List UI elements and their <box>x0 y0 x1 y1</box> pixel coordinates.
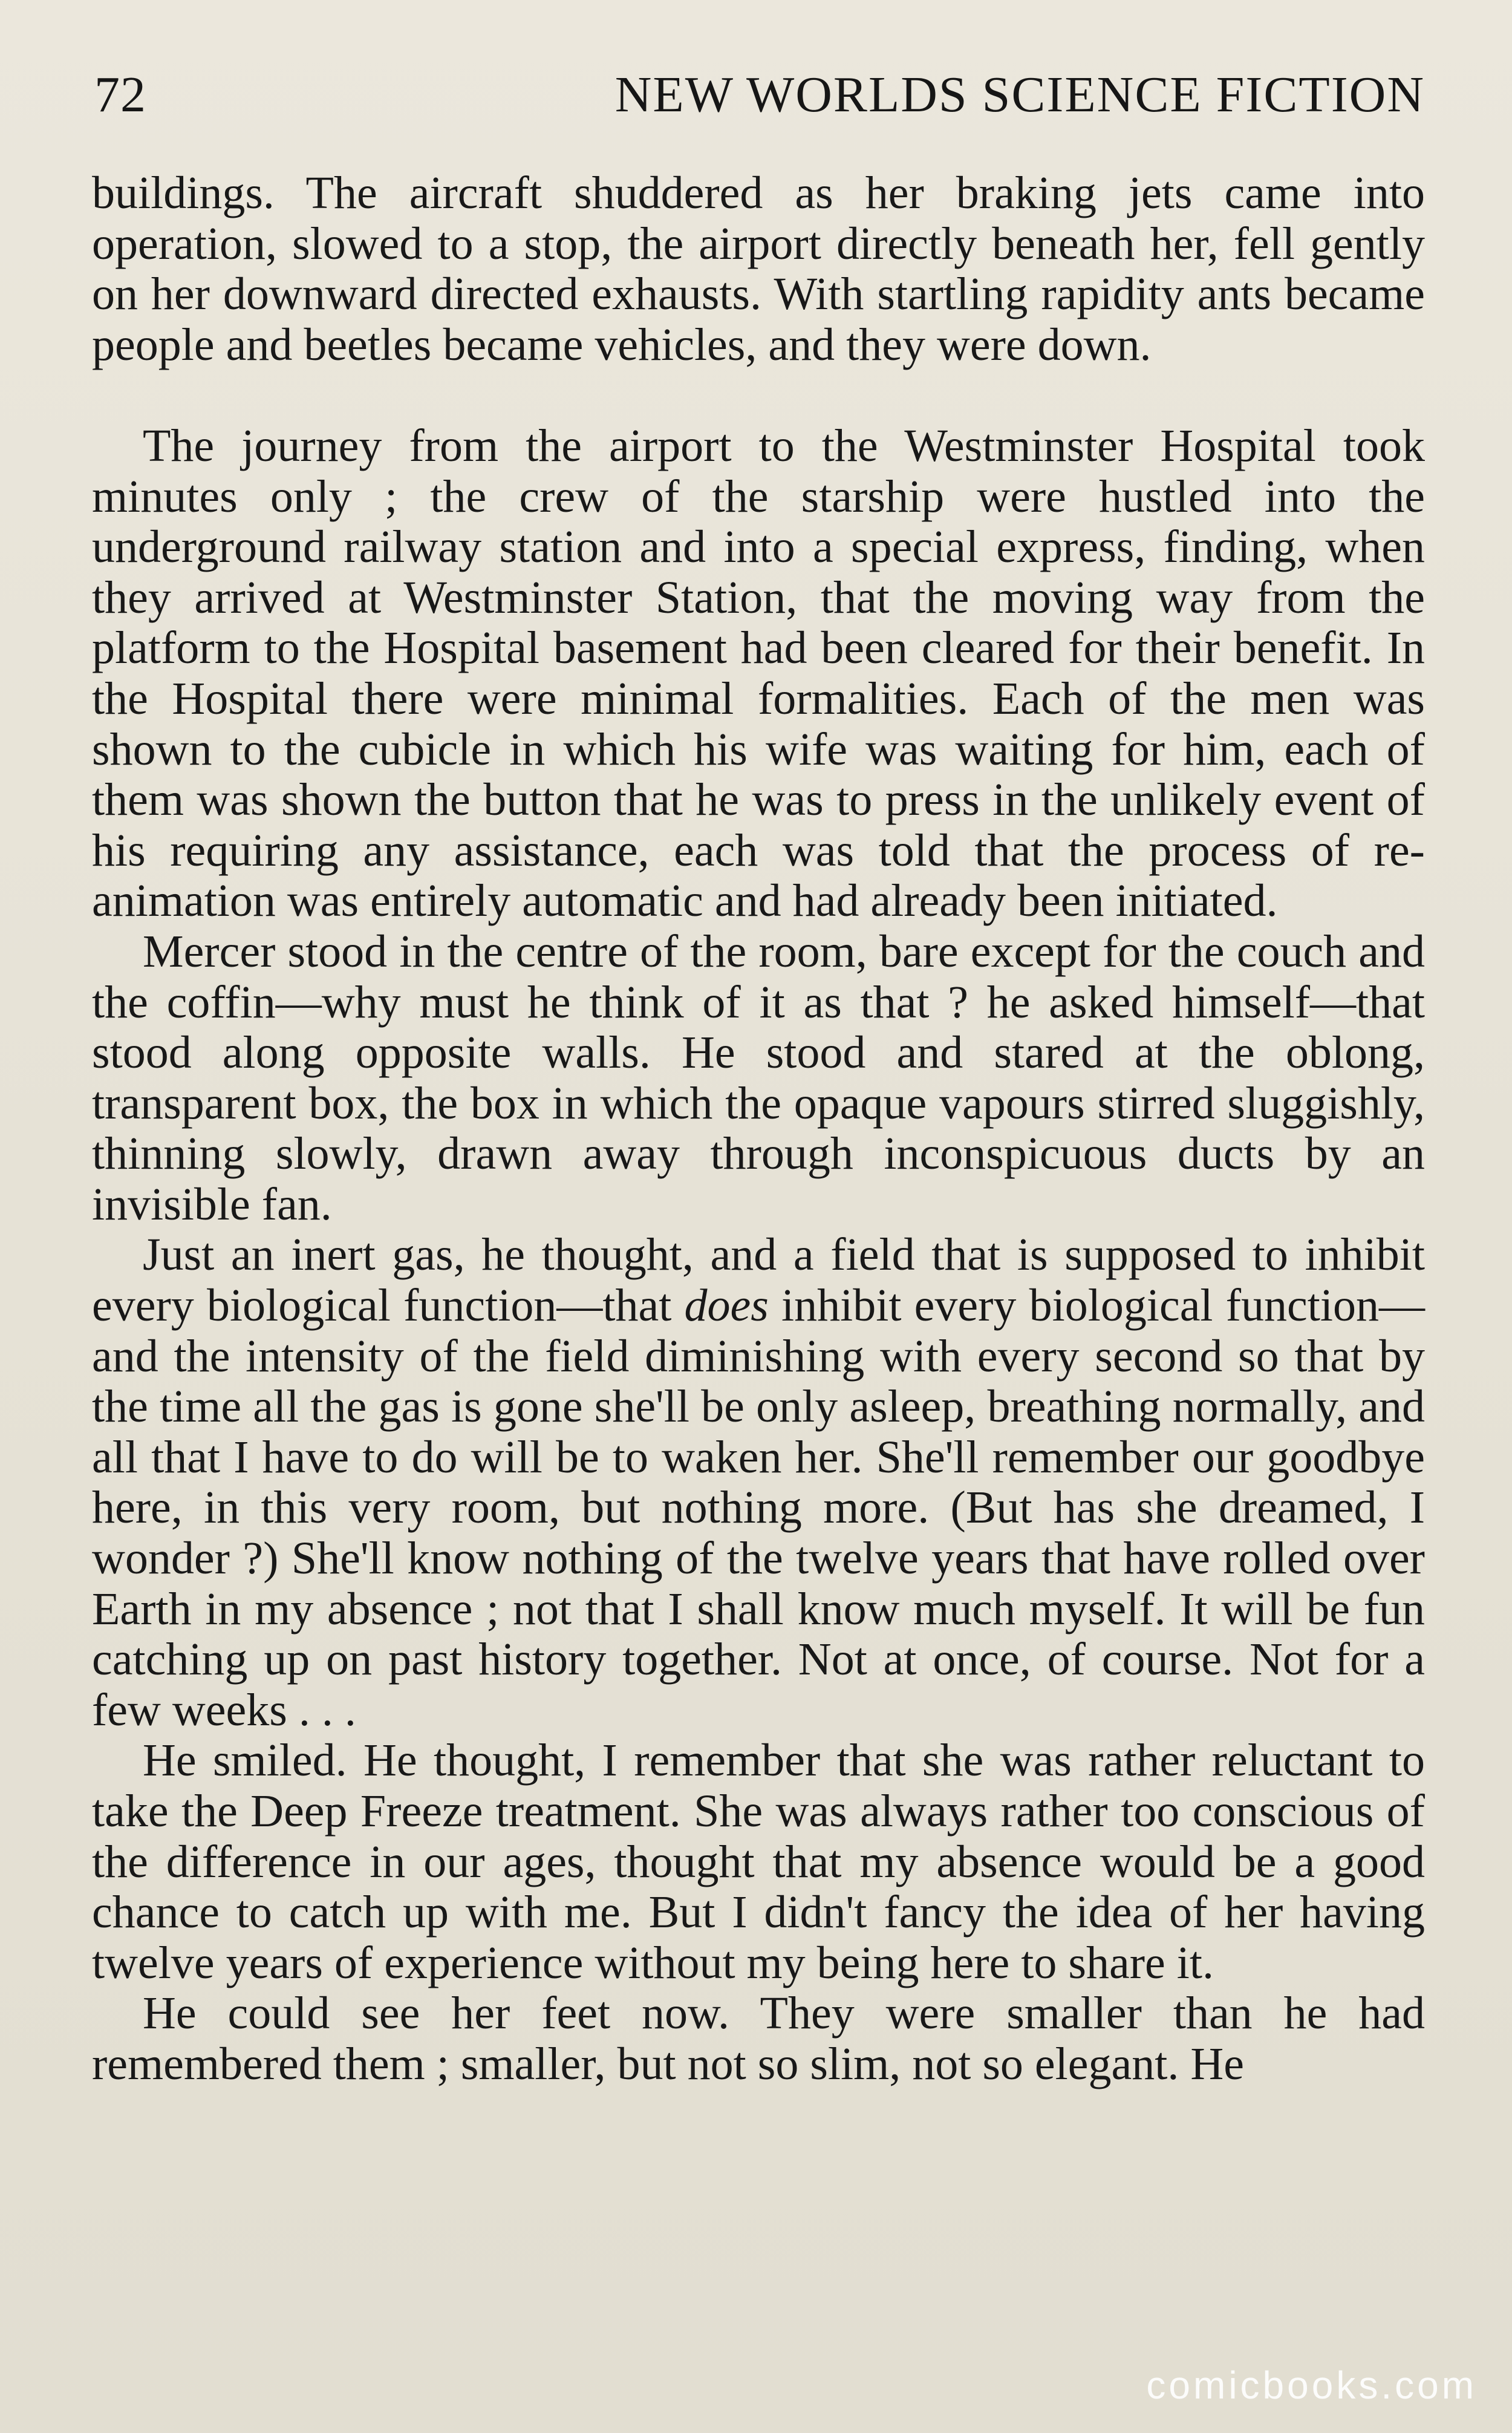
story-text <box>92 168 1425 2090</box>
page-header <box>94 65 1425 126</box>
running-title: NEW WORLDS SCIENCE FICTION <box>614 67 1425 123</box>
page-number: 72 <box>94 67 146 123</box>
paragraph-6: He could see her feet now. They were smaller than he had remembered them ; smaller, but not so slim, not so elegant. He <box>92 1988 1425 2089</box>
watermark: comicbooks.com <box>1146 2363 1477 2407</box>
paragraph-4-text-after-italic: inhibit every biological function—and the intensity of the field diminishing with every second so that by the time all the gas is gone she'll be only asleep, breathing normally, and all that I have to do will be to waken her. She'll remember our goodbye here, in this very room, but nothing more. (But has she dreamed, I wonder ?) She'll know nothing of the twelve years that have rolled over Earth in my absence ; not that I shall know much myself. It will be fun catching up on past history together. Not at once, of course. Not for a few weeks . . . <box>92 1280 1425 1736</box>
paragraph-5: He smiled. He thought, I remember that she was rather reluctant to take the Deep Freeze treatment. She was always rather too conscious of the difference in our ages, thought that my absence would be a good chance to catch up with me. But I didn't fancy the idea of her having twelve years of experience without my being here to share it. <box>92 1735 1425 1988</box>
paragraph-2: The journey from the airport to the Westminster Hospital took minutes only ; the crew of the starship were hustled into the underground railway station and into a special express, finding, when they arrived at Westminster Station, that the moving way from the platform to the Hospital basement had been cleared for their benefit. In the Hospital there were minimal formalities. Each of the men was shown to the cubicle in which his wife was waiting for him, each of them was shown the button that he was to press in the unlikely event of his requiring any assistance, each was told that the process of re-animation was entirely automatic and had already been initiated. <box>92 420 1425 927</box>
paragraph-4-text-before-italic: Just an inert gas, he thought, and a field that is supposed to inhibit every biological function—that <box>92 1229 1425 1331</box>
italic-emphasis-does: does <box>684 1280 769 1331</box>
paragraph-3: Mercer stood in the centre of the room, bare except for the couch and the coffin—why must he think of it as that ? he asked himself—that stood along opposite walls. He stood and stared at the oblong, transparent box, the box in which the opaque vapours stirred sluggishly, thinning slowly, drawn away through inconspicuous ducts by an invisible fan. <box>92 926 1425 1230</box>
paragraph-4 <box>92 1230 1425 1736</box>
paragraph-1: buildings. The aircraft shuddered as her braking jets came into operation, slowed to a stop, the airport directly beneath her, fell gently on her downward directed exhausts. With startling rapidity ants became people and beetles became vehicles, and they were down. <box>92 168 1425 370</box>
